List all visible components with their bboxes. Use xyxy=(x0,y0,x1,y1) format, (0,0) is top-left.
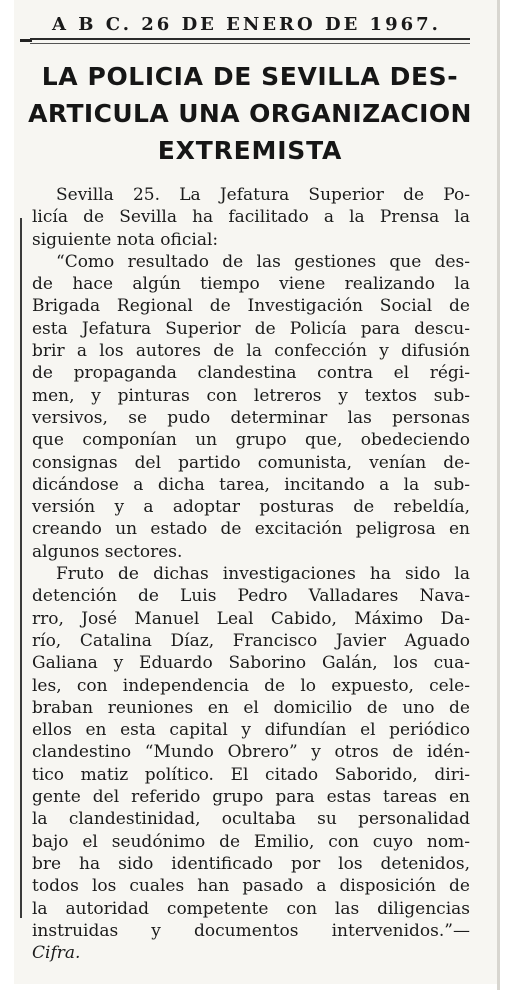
article-line: consignas del partido comunista, venían de- xyxy=(32,452,470,473)
article-line: “Como resultado de las gestiones que des- xyxy=(56,251,470,272)
article-line: que componían un grupo que, obedeciendo xyxy=(32,430,470,451)
article-line: rro, José Manuel Leal Cabido, Máximo Da- xyxy=(32,608,470,629)
article-line: licía de Sevilla ha facilitado a la Prensa la xyxy=(32,207,470,228)
article-line: creando un estado de excitación peligrosa en xyxy=(32,519,470,540)
article-line: río, Catalina Díaz, Francisco Javier Aguado xyxy=(32,630,470,651)
masthead-rule xyxy=(30,38,470,40)
headline-line-1: LA POLICIA DE SEVILLA DES- xyxy=(41,62,459,91)
masthead-date: A B C. 26 DE ENERO DE 1967. xyxy=(52,14,441,35)
article-line: men, y pinturas con letreros y textos sub- xyxy=(32,385,470,406)
article-line: siguiente nota oficial: xyxy=(32,229,219,250)
article-signoff: Cifra. xyxy=(32,943,81,964)
article-line: versión y a adoptar posturas de rebeldía, xyxy=(32,497,470,518)
article-line: todos los cuales han pasado a disposición de xyxy=(32,876,470,897)
article-line: dicándose a dicha tarea, incitando a la sub- xyxy=(32,474,470,495)
article-body xyxy=(32,184,470,964)
article-line: versivos, se pudo determinar las personas xyxy=(32,407,470,428)
article-line: Galiana y Eduardo Saborino Galán, los cua- xyxy=(32,653,470,674)
article-line: algunos sectores. xyxy=(32,541,183,562)
article-line: Brigada Regional de Investigación Social de xyxy=(32,296,470,317)
article-line: braban reuniones en el domicilio de uno de xyxy=(32,697,470,718)
margin-mark xyxy=(20,218,22,918)
article-line: bajo el seudónimo de Emilio, con cuyo nom- xyxy=(32,831,470,852)
article-line: gente del referido grupo para estas tareas en xyxy=(32,787,470,808)
article-line: esta Jefatura Superior de Policía para descu- xyxy=(32,318,470,339)
masthead-bar xyxy=(22,8,474,38)
article-line: bre ha sido identificado por los detenidos, xyxy=(32,853,470,874)
article-line: de hace algún tiempo viene realizando la xyxy=(32,274,470,295)
article-line: ellos en esta capital y difundían el periódico xyxy=(32,720,470,741)
article-line: brir a los autores de la confección y difusión xyxy=(32,341,470,362)
headline-line-2: ARTICULA UNA ORGANIZACION xyxy=(28,99,472,128)
article-line: Sevilla 25. La Jefatura Superior de Po- xyxy=(56,185,470,205)
article-line: la autoridad competente con las diligencias xyxy=(32,898,470,919)
article-line: instruidas y documentos intervenidos.”— xyxy=(32,920,470,941)
article-line: les, con independencia de lo expuesto, cele- xyxy=(32,675,470,696)
masthead-rule-thin xyxy=(30,43,470,44)
clipping-edge xyxy=(497,0,500,990)
article-line: la clandestinidad, ocultaba su personalidad xyxy=(32,809,470,830)
article-line: detención de Luis Pedro Valladares Nava- xyxy=(32,586,470,607)
headline xyxy=(20,58,480,169)
article-line: de propaganda clandestina contra el régi- xyxy=(32,363,470,384)
article-line: tico matiz político. El citado Saborido, diri- xyxy=(32,764,470,785)
article-line: clandestino “Mundo Obrero” y otros de idén- xyxy=(32,742,470,763)
article-line: Fruto de dichas investigaciones ha sido la xyxy=(56,564,470,585)
headline-line-3: EXTREMISTA xyxy=(157,136,343,165)
